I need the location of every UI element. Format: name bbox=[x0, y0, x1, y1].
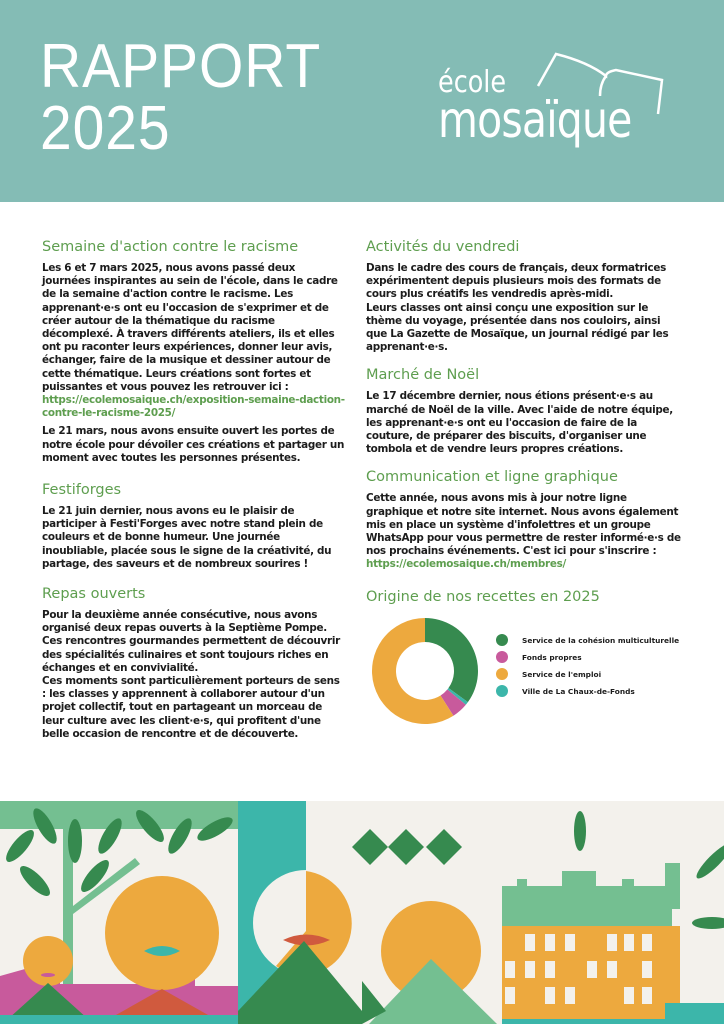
legend-label: Service de la cohésion multiculturelle bbox=[522, 635, 680, 645]
legend-item-service-de-l-emploi bbox=[496, 666, 679, 683]
legend-item-ville-de-la-chaux-de-fonds bbox=[496, 683, 679, 700]
right-column bbox=[366, 238, 684, 752]
school-logo bbox=[438, 44, 678, 164]
legend-item-service-de-la-cohesion-multiculturelle bbox=[496, 632, 679, 649]
exposition-link[interactable]: https://ecolemosaique.ch/exposition-semaine-daction-contre-le-racisme-2025/ bbox=[42, 394, 345, 420]
section-festiforges bbox=[42, 481, 346, 571]
legend-label: Service de l'emploi bbox=[522, 669, 602, 679]
legend-label: Fonds propres bbox=[522, 652, 582, 662]
donut-slice-service-de-la-cohesion-multiculturelle bbox=[425, 618, 478, 702]
legend-item-fonds-propres bbox=[496, 649, 679, 666]
legend-swatch bbox=[496, 651, 508, 663]
legend-swatch bbox=[496, 668, 508, 680]
section-text: Le 21 mars, nous avons ensuite ouvert les portes de notre école pour dévoiler ces créations et partager un moment avec toutes les personnes présentes. bbox=[42, 425, 345, 464]
legend-label: Ville de La Chaux-de-Fonds bbox=[522, 686, 635, 696]
section-heading: Marché de Noël bbox=[366, 367, 480, 384]
chart-title: Origine de nos recettes en 2025 bbox=[366, 588, 600, 605]
header-banner bbox=[0, 0, 724, 202]
section-heading: Activités du vendredi bbox=[366, 239, 520, 255]
legend-swatch bbox=[496, 634, 508, 646]
section-heading: Festiforges bbox=[42, 482, 122, 499]
report-title bbox=[40, 32, 346, 163]
section-noel bbox=[366, 366, 684, 456]
chart-legend bbox=[496, 632, 679, 700]
donut-chart bbox=[370, 616, 490, 736]
section-heading: Repas ouverts bbox=[42, 586, 146, 603]
illustration-scene bbox=[0, 801, 724, 1024]
section-heading: Communication et ligne graphique bbox=[366, 469, 618, 486]
section-heading: Semaine d'action contre le racisme bbox=[42, 239, 299, 255]
revenue-chart bbox=[366, 612, 684, 742]
section-communication bbox=[366, 468, 684, 571]
legend-swatch bbox=[496, 685, 508, 697]
report-title-line1: RAPPORT bbox=[40, 32, 322, 101]
logo-mosaique: mosaïque bbox=[438, 91, 632, 149]
section-repas bbox=[42, 585, 346, 741]
decorative-illustration bbox=[0, 801, 724, 1024]
section-recettes bbox=[366, 588, 684, 742]
left-column bbox=[42, 238, 346, 751]
section-text: Leurs classes ont ainsi conçu une exposition sur le thème du voyage, présentée dans nos couloirs, ainsi que La Gazette de Mosaïque, un journal rédigé par les apprenant·e·s. bbox=[366, 301, 669, 354]
section-text: Cette année, nous avons mis à jour notre ligne graphique et notre site internet. Nous avons également mis en place un système d'infolettres et un groupe WhatsApp pour vous permettre de rester informé·e·s de nos prochains événements. C'est ici pour s'inscrire : bbox=[366, 492, 681, 558]
section-text: Les 6 et 7 mars 2025, nous avons passé deux journées inspirantes au sein de l'école, dans le cadre de la semaine d'action contre le racisme. Les apprenant·e·s ont eu l'occasion de s'exprimer et de créer autour de la thématique du racisme décomplexé. À travers différents ateliers, ils et elles ont pu raconter leurs expériences, donner leur avis, échanger, faire de la musique et dessiner autour de cette thématique. Leurs créations sont fortes et puissantes et vous pouvez les retrouver ici : bbox=[42, 262, 338, 393]
section-text: Ces moments sont particulièrement porteurs de sens : les classes y apprennent à collaborer autour d'un projet collectif, tout en partageant un morceau de leur culture avec les client·e·s, qui profitent d'une belle occasion de rencontre et de découverte. bbox=[42, 675, 340, 740]
section-text: Dans le cadre des cours de français, deux formatrices expérimentent depuis plusieurs mois des formats de cours plus créatifs les vendredis après-midi. bbox=[366, 262, 666, 301]
section-racisme bbox=[42, 238, 346, 465]
membres-link[interactable]: https://ecolemosaique.ch/membres/ bbox=[366, 558, 566, 571]
section-text: Le 17 décembre dernier, nous étions présent·e·s au marché de Noël de la ville. Avec l'aide de notre équipe, les apprenant·e·s ont eu l'occasion de faire de la couture, de préparer des biscuits, d'organiser une tombola et de vendre leurs propres créations. bbox=[366, 390, 673, 456]
report-title-line2: 2025 bbox=[40, 94, 171, 163]
section-text: Pour la deuxième année consécutive, nous avons organisé deux repas ouverts à la Septième Pompe. Ces rencontres gourmandes permettent de découvrir des spécialités culinaires et sont toujours riches en échanges et en convivialité. bbox=[42, 609, 340, 674]
section-vendredi bbox=[366, 238, 684, 354]
section-text: Le 21 juin dernier, nous avons eu le plaisir de participer à Festi'Forges avec notre stand plein de couleurs et de bonne humeur. Une journée inoubliable, placée sous le signe de la créativité, du partage, des saveurs et de nombreux sourires ! bbox=[42, 505, 332, 570]
logo-ecole: école bbox=[438, 65, 507, 100]
